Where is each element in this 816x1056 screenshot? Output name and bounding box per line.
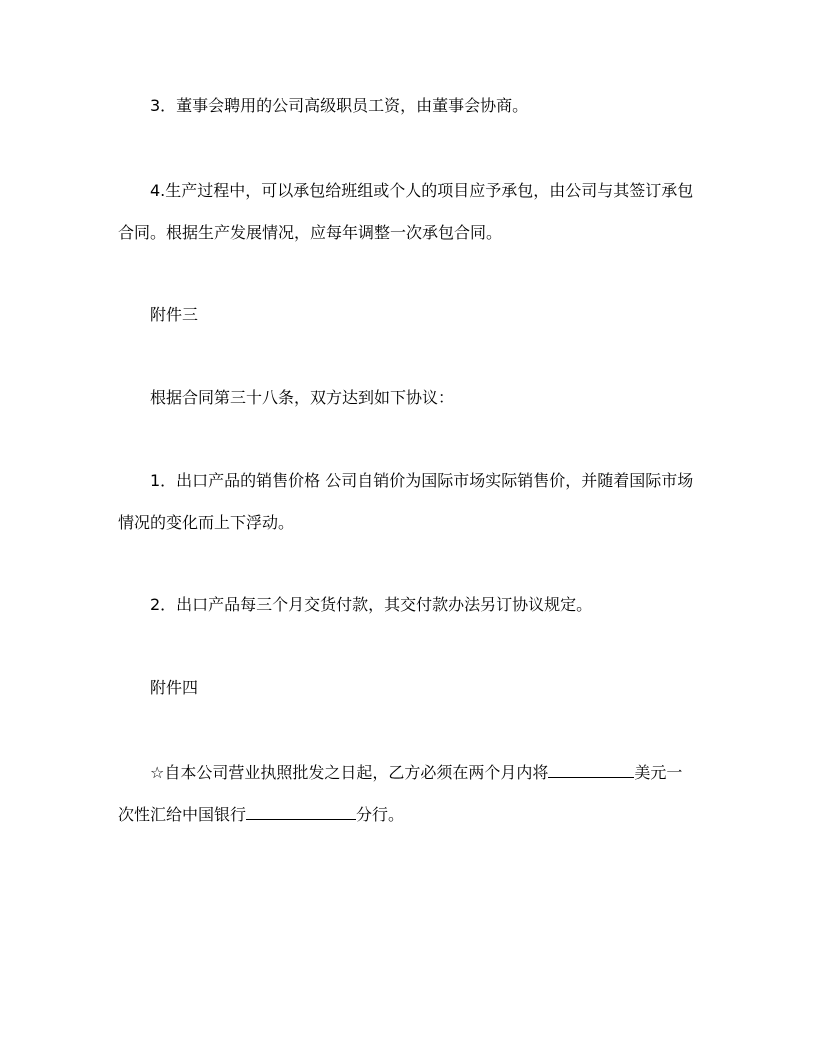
appendix-4-item-line-2 <box>118 803 404 825</box>
paragraph-item-3: 3．董事会聘用的公司高级职员工资，由董事会协商。 <box>150 96 529 115</box>
appendix-4-item-text-c: 次性汇给中国银行 <box>118 805 247 824</box>
appendix-4-item-text-b: 美元一 <box>634 763 683 782</box>
appendix-3-heading: 附件三 <box>150 305 199 324</box>
bank-branch-blank <box>246 803 356 820</box>
paragraph-item-4-line-1: 4.生产过程中，可以承包给班组或个人的项目应予承包，由公司与其签订承包 <box>150 181 694 200</box>
appendix-4-item-line-1 <box>150 761 682 783</box>
appendix-4-item-text-d: 分行。 <box>356 805 405 824</box>
paragraph-item-4-line-2: 合同。根据生产发展情况，应每年调整一次承包合同。 <box>118 223 503 242</box>
appendix-3-item-1-line-1: 1．出口产品的销售价格 公司自销价为国际市场实际销售价，并随着国际市场 <box>150 471 694 490</box>
appendix-3-item-2: 2．出口产品每三个月交货付款，其交付款办法另订协议规定。 <box>150 595 593 614</box>
appendix-3-item-1-line-2: 情况的变化而上下浮动。 <box>118 513 295 532</box>
appendix-3-intro: 根据合同第三十八条，双方达到如下协议： <box>150 388 455 407</box>
appendix-4-item-text-a: ☆自本公司营业执照批发之日起，乙方必须在两个月内将 <box>150 763 549 782</box>
appendix-4-heading: 附件四 <box>150 678 199 697</box>
usd-amount-blank <box>548 761 634 778</box>
